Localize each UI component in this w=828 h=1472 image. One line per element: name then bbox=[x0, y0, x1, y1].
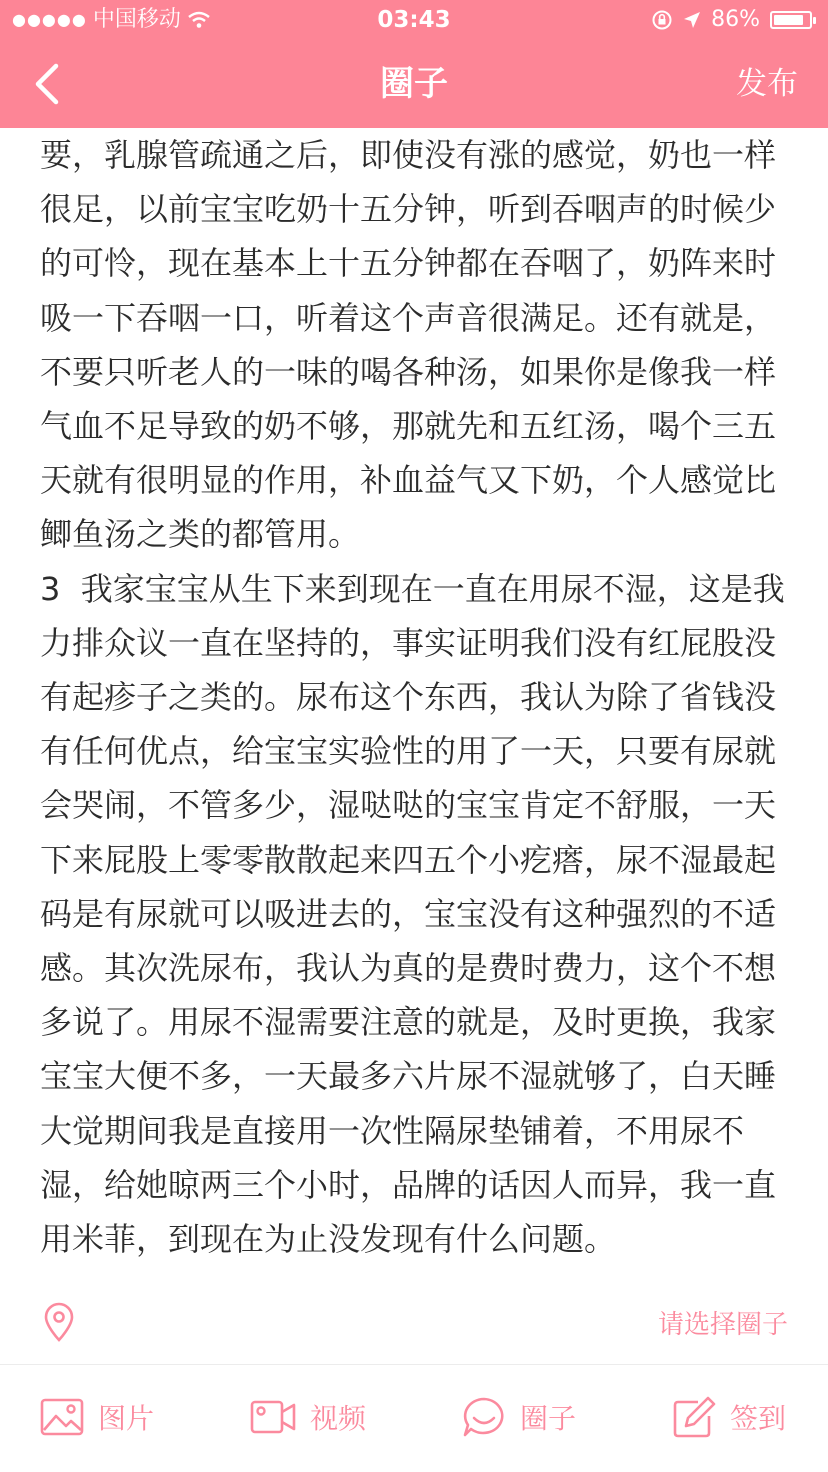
top-bar bbox=[0, 0, 828, 128]
chat-bubble-icon bbox=[462, 1396, 506, 1438]
post-paragraph-2: 3 我家宝宝从生下来到现在一直在用尿不湿，这是我力排众议一直在坚持的，事实证明我们没有红屁股没有起疹子之类的。尿布这个东西，我认为除了省钱没有任何优点，给宝宝实验性的用了一天，只要有尿就会哭闹，不管多少，湿哒哒的宝宝肯定不舒服，一天下来屁股上零零散散起来四五个小疙瘩，尿不湿最起码是有尿就可以吸进去的，宝宝没有这种强烈的不适感。其次洗尿布，我认为真的是费时费力，这个不想多说了。用尿不湿需要注意的就是，及时更换，我家宝宝大便不多，一天最多六片尿不湿就够了，白天睡大觉期间我是直接用一次性隔尿垫铺着，不用尿不湿，给她晾两三个小时，品牌的话因人而异，我一直用米菲，到现在为止没发现有什么问题。 bbox=[40, 569, 785, 1259]
video-button[interactable] bbox=[250, 1387, 366, 1447]
orientation-lock-icon bbox=[651, 9, 673, 31]
post-meta-row bbox=[0, 1298, 828, 1348]
post-paragraph-1: 要，乳腺管疏通之后，即使没有涨的感觉，奶也一样很足，以前宝宝吃奶十五分钟，听到吞咽声的时候少的可怜，现在基本上十五分钟都在吞咽了，奶阵来时吸一下吞咽一口，听着这个声音很满足。还有就是，不要只听老人的一味的喝各种汤，如果你是像我一样气血不足导致的奶不够，那就先和五红汤，喝个三五天就有很明显的作用，补血益气又下奶，个人感觉比鲫鱼汤之类的都管用。 bbox=[40, 136, 777, 554]
post-body[interactable] bbox=[40, 128, 792, 1298]
battery-percent: 86% bbox=[711, 7, 760, 32]
image-button-label: 图片 bbox=[98, 1402, 155, 1435]
status-bar bbox=[0, 0, 828, 40]
carrier-name: 中国移动 bbox=[92, 7, 181, 32]
edit-pencil-icon bbox=[672, 1396, 716, 1438]
location-arrow-icon bbox=[683, 11, 701, 29]
circle-button-label: 圈子 bbox=[520, 1402, 577, 1435]
circle-button[interactable] bbox=[462, 1387, 576, 1447]
video-camera-icon bbox=[250, 1399, 296, 1435]
status-right bbox=[651, 0, 812, 40]
image-button[interactable] bbox=[40, 1387, 154, 1447]
signal-dots-icon: ●●●●● bbox=[12, 10, 87, 29]
nav-bar bbox=[0, 40, 828, 128]
image-icon bbox=[40, 1398, 84, 1436]
choose-circle-link[interactable]: 请选择圈子 bbox=[657, 1310, 788, 1340]
battery-fill bbox=[774, 15, 803, 25]
video-button-label: 视频 bbox=[310, 1402, 367, 1435]
checkin-button-label: 签到 bbox=[730, 1402, 787, 1435]
page-title: 圈子 bbox=[380, 64, 448, 104]
bottom-toolbar bbox=[0, 1365, 828, 1472]
battery-icon bbox=[770, 11, 812, 29]
publish-button[interactable]: 发布 bbox=[736, 66, 798, 102]
status-time: 03:43 bbox=[377, 7, 451, 33]
location-pin-icon[interactable] bbox=[42, 1302, 76, 1342]
checkin-button[interactable] bbox=[672, 1387, 786, 1447]
